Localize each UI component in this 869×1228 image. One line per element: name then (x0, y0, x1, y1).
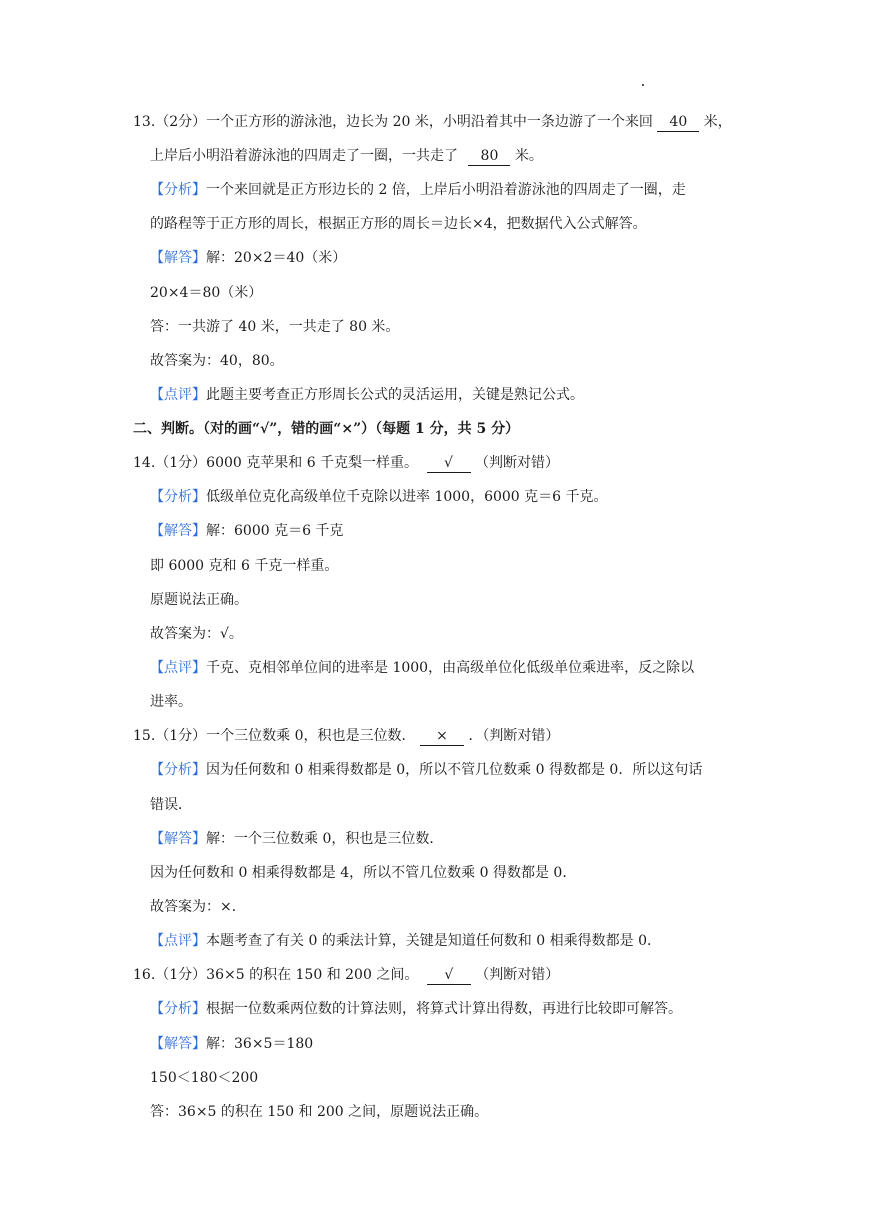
q13-analysis-line-1 (150, 180, 686, 200)
comment-tag: 【点评】 (150, 660, 206, 676)
comment-tag: 【点评】 (150, 933, 206, 949)
q14-blank-1: √ (427, 455, 471, 473)
comment-tag: 【点评】 (150, 387, 206, 403)
q15-blank-1: × (420, 728, 464, 746)
q14-answer-line-4: 故答案为：√。 (150, 626, 243, 642)
q15-analysis-text-1: 因为任何数和 0 相乘得数都是 0，所以不管几位数乘 0 得数都是 0．所以这句话 (206, 762, 703, 778)
q15-answer-line-3: 故答案为：×． (150, 899, 246, 915)
q16-stem-part-a: 16.（1分）36×5 的积在 150 和 200 之间。 (133, 967, 419, 983)
q15-line-1 (133, 726, 559, 746)
section-2-title: 二、判断。（对的画“√”，错的画“×”）（每题 1 分，共 5 分） (133, 421, 520, 437)
q13-blank-1: 40 (657, 114, 699, 132)
q13-line-1 (133, 112, 732, 132)
q13-answer-text-1: 解：20×2＝40（米） (206, 250, 347, 266)
q16-answer-line-2: 150＜180＜200 (150, 1070, 259, 1086)
analysis-tag: 【分析】 (150, 489, 206, 505)
q15-stem-part-a: 15.（1分）一个三位数乘 0，积也是三位数． (133, 728, 416, 744)
q15-answer-line-1 (150, 829, 443, 849)
q14-comment-text-1: 千克、克相邻单位间的进率是 1000，由高级单位化低级单位乘进率，反之除以 (206, 660, 695, 676)
q14-answer-line-3: 原题说法正确。 (150, 592, 248, 608)
q16-stem-part-b: （判断对错） (475, 967, 560, 983)
q15-answer-line-2: 因为任何数和 0 相乘得数都是 4，所以不管几位数乘 0 得数都是 0． (150, 865, 577, 881)
q13-analysis-text-1: 一个来回就是正方形边长的 2 倍，上岸后小明沿着游泳池的四周走了一圈，走 (206, 182, 686, 198)
q13-answer-line-1 (150, 248, 346, 268)
q14-stem-part-a: 14.（1分）6000 克苹果和 6 千克梨一样重。 (133, 455, 419, 471)
q16-line-1 (133, 965, 559, 985)
q13-comment-line-1 (150, 385, 584, 405)
q13-answer-line-4: 故答案为：40，80。 (150, 353, 284, 369)
q13-blank-2: 80 (468, 148, 510, 166)
answer-tag: 【解答】 (150, 250, 206, 266)
q14-comment-line-1 (150, 658, 694, 678)
q14-stem-part-b: （判断对错） (474, 455, 559, 471)
q14-answer-line-2: 即 6000 克和 6 千克一样重。 (150, 558, 339, 574)
q16-answer-line-1 (150, 1034, 313, 1054)
answer-tag: 【解答】 (150, 1036, 206, 1052)
q16-analysis-line-1 (150, 999, 682, 1019)
q13-answer-line-3: 答：一共游了 40 米，一共走了 80 米。 (150, 319, 400, 335)
q14-answer-text-1: 解：6000 克＝6 千克 (206, 523, 344, 539)
q16-blank-1: √ (427, 967, 471, 985)
q13-answer-line-2: 20×4＝80（米） (150, 285, 263, 301)
q15-analysis-line-1 (150, 760, 702, 780)
q16-answer-line-3: 答：36×5 的积在 150 和 200 之间，原题说法正确。 (150, 1104, 489, 1120)
analysis-tag: 【分析】 (150, 762, 206, 778)
analysis-tag: 【分析】 (150, 1001, 206, 1017)
analysis-tag: 【分析】 (150, 182, 206, 198)
q13-line-2 (150, 146, 543, 166)
q15-answer-text-1: 解：一个三位数乘 0，积也是三位数． (206, 831, 444, 847)
q15-comment-line-1 (150, 931, 661, 951)
answer-tag: 【解答】 (150, 523, 206, 539)
q14-comment-line-2: 进率。 (150, 694, 192, 710)
q14-line-1 (133, 453, 559, 473)
answer-tag: 【解答】 (150, 831, 206, 847)
q15-analysis-line-2: 错误． (150, 797, 192, 813)
q16-analysis-text-1: 根据一位数乘两位数的计算法则，将算式计算出得数，再进行比较即可解答。 (206, 1001, 682, 1017)
q13-stem-part-b: 米， (703, 114, 732, 130)
q16-answer-text-1: 解：36×5＝180 (206, 1036, 314, 1052)
q13-comment-text-1: 此题主要考查正方形周长公式的灵活运用，关键是熟记公式。 (206, 387, 584, 403)
q14-answer-line-1 (150, 521, 343, 541)
page-dot (642, 84, 644, 86)
q15-comment-text-1: 本题考查了有关 0 的乘法计算，关键是知道任何数和 0 相乘得数都是 0． (206, 933, 661, 949)
q13-stem-part-d: 米。 (514, 148, 543, 164)
q13-stem-part-c: 上岸后小明沿着游泳池的四周走了一圈，一共走了 (150, 148, 458, 164)
q13-analysis-line-2: 的路程等于正方形的周长，根据正方形的周长＝边长×4，把数据代入公式解答。 (150, 216, 647, 232)
q13-stem-part-a: 13.（2分）一个正方形的游泳池，边长为 20 米，小明沿着其中一条边游了一个来回 (133, 114, 653, 130)
q14-analysis-text-1: 低级单位克化高级单位千克除以进率 1000，6000 克＝6 千克。 (206, 489, 608, 505)
q15-stem-part-b: ．（判断对错） (468, 728, 560, 744)
q14-analysis-line-1 (150, 487, 608, 507)
